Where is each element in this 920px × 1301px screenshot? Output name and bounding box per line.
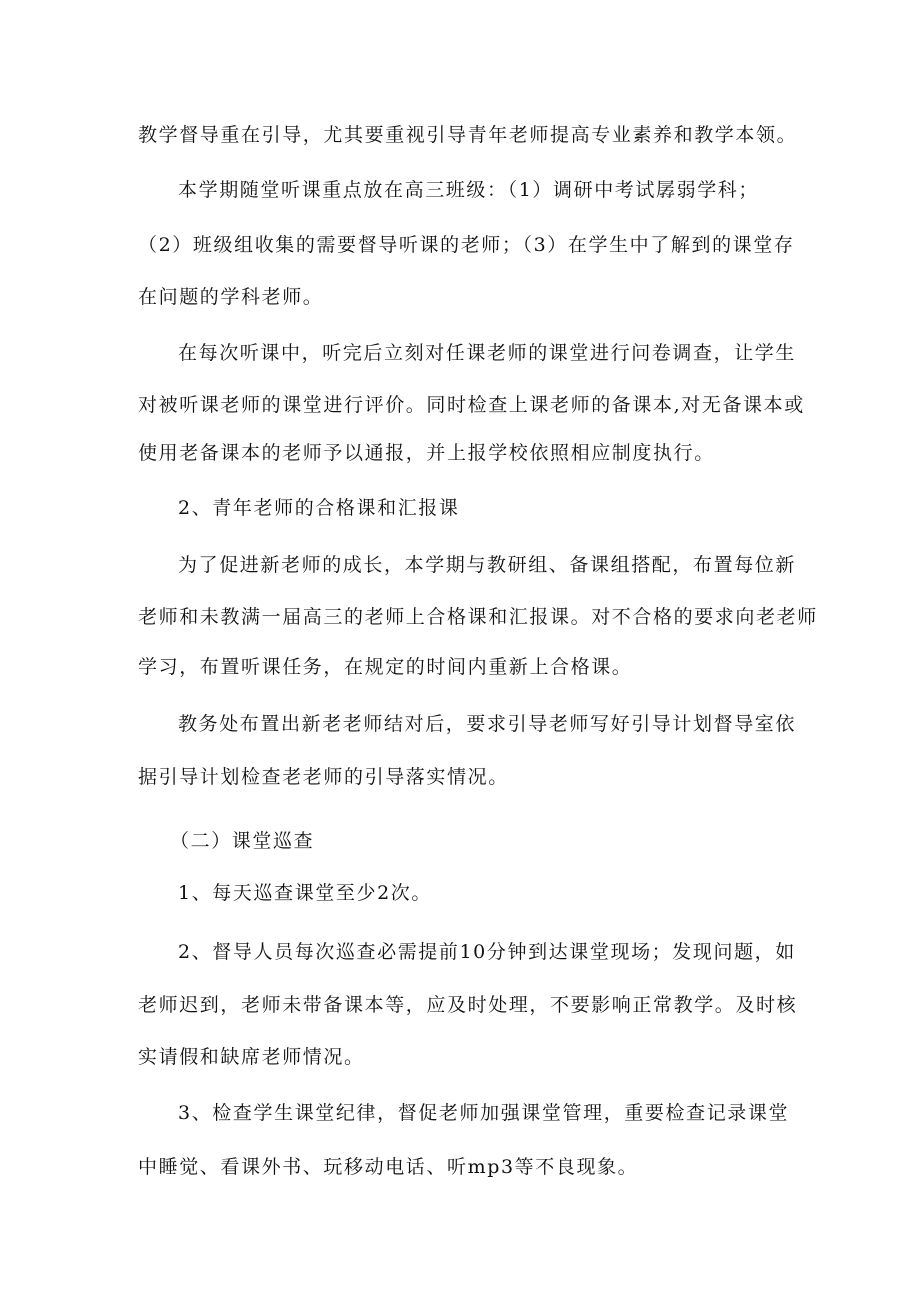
paragraph-line: 学习，布置听课任务，在规定的时间内重新上合格课。 — [138, 656, 633, 678]
paragraph-line: 为了促进新老师的成长，本学期与教研组、备课组搭配，布置每位新 — [178, 554, 797, 576]
paragraph-line: 在每次听课中，听完后立刻对任课老师的课堂进行问卷调查，让学生 — [178, 342, 797, 364]
paragraph-line: 使用老备课本的老师予以通报，并上报学校依照相应制度执行。 — [138, 442, 715, 464]
list-item-continuation: 老师迟到，老师未带备课本等，应及时处理，不要影响正常教学。及时核 — [138, 994, 798, 1016]
section-heading: 2、青年老师的合格课和汇报课 — [178, 497, 460, 519]
list-item-continuation: 中睡觉、看课外书、玩移动电话、听mp3等不良现象。 — [138, 1156, 639, 1178]
list-item: 3、检查学生课堂纪律，督促老师加强课堂管理，重要检查记录课堂 — [178, 1102, 790, 1124]
paragraph-line: 教务处布置出新老老师结对后，要求引导老师写好引导计划督导室依 — [178, 713, 797, 735]
paragraph-line: 在问题的学科老师。 — [138, 286, 324, 308]
list-item-continuation: 实请假和缺席老师情况。 — [138, 1046, 365, 1068]
paragraph-line: （2）班级组收集的需要督导听课的老师；（3）在学生中了解到的课堂存 — [138, 234, 795, 256]
paragraph-line: 教学督导重在引导，尤其要重视引导青年老师提高专业素养和教学本领。 — [138, 124, 798, 146]
paragraph-line: 据引导计划检查老老师的引导落实情况。 — [138, 766, 509, 788]
paragraph-line: 本学期随堂听课重点放在高三班级：（1）调研中考试孱弱学科； — [178, 179, 759, 201]
list-item: 2、督导人员每次巡查必需提前10分钟到达课堂现场；发现问题，如 — [178, 941, 796, 963]
subsection-heading: （二）课堂巡查 — [170, 830, 315, 852]
paragraph-line: 对被听课老师的课堂进行评价。同时检查上课老师的备课本,对无备课本或 — [138, 394, 805, 416]
paragraph-line: 老师和未教满一届高三的老师上合格课和汇报课。对不合格的要求向老老师 — [138, 606, 818, 628]
list-item: 1、每天巡查课堂至少2次。 — [178, 882, 432, 904]
